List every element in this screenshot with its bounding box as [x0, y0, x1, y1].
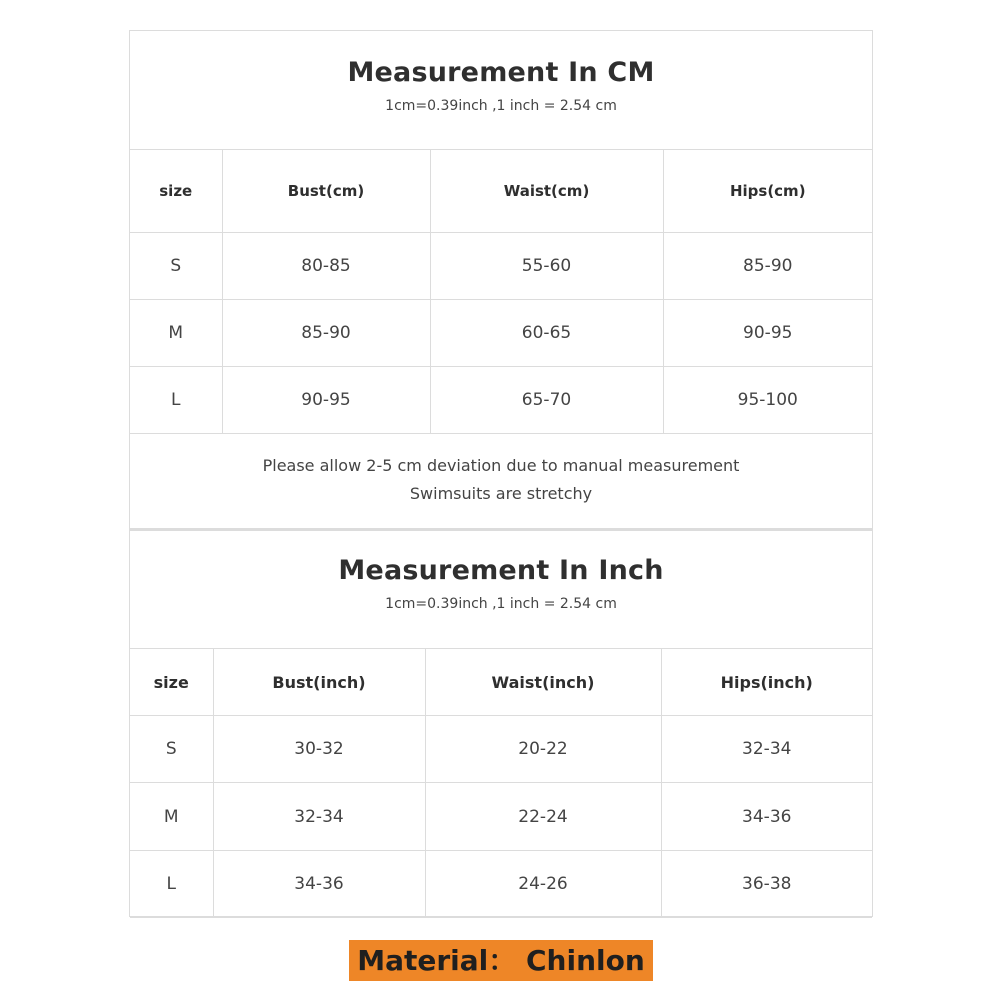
table-header-row — [130, 150, 872, 233]
header-bust: Bust(inch) — [213, 649, 425, 716]
cell-waist: 22-24 — [425, 783, 661, 851]
inch-conversion-note: 1cm=0.39inch ,1 inch = 2.54 cm — [385, 596, 617, 612]
cm-title: Measurement In CM — [347, 57, 655, 88]
cell-bust: 32-34 — [213, 783, 425, 851]
cell-bust: 80-85 — [222, 233, 430, 300]
cm-title-block — [130, 57, 872, 114]
measurement-note — [130, 452, 872, 508]
table-row — [130, 783, 872, 851]
header-hips: Hips(cm) — [663, 150, 872, 233]
table-header-row — [130, 649, 872, 716]
cell-hips: 95-100 — [663, 367, 872, 434]
cell-size: S — [130, 233, 222, 300]
cell-waist: 65-70 — [430, 367, 663, 434]
inch-title-block — [130, 555, 872, 612]
table-row — [130, 300, 872, 367]
header-waist: Waist(inch) — [425, 649, 661, 716]
stretch-note: Swimsuits are stretchy — [409, 484, 593, 503]
cm-size-chart — [129, 30, 873, 529]
header-waist: Waist(cm) — [430, 150, 663, 233]
cell-bust: 90-95 — [222, 367, 430, 434]
cell-size: M — [130, 300, 222, 367]
header-size: size — [130, 649, 213, 716]
table-row — [130, 716, 872, 783]
inch-title: Measurement In Inch — [338, 555, 664, 586]
cell-size: L — [130, 851, 213, 918]
table-row — [130, 367, 872, 434]
header-hips: Hips(inch) — [661, 649, 872, 716]
header-size: size — [130, 150, 222, 233]
deviation-note: Please allow 2-5 cm deviation due to manual measurement — [262, 456, 740, 475]
table-row — [130, 233, 872, 300]
cell-size: L — [130, 367, 222, 434]
inch-size-table — [130, 648, 872, 918]
inch-size-chart — [129, 529, 873, 917]
cell-hips: 32-34 — [661, 716, 872, 783]
table-row — [130, 851, 872, 918]
cell-bust: 30-32 — [213, 716, 425, 783]
cell-hips: 34-36 — [661, 783, 872, 851]
cell-size: S — [130, 716, 213, 783]
cell-waist: 20-22 — [425, 716, 661, 783]
cell-hips: 85-90 — [663, 233, 872, 300]
cell-waist: 60-65 — [430, 300, 663, 367]
cm-size-table — [130, 149, 872, 434]
cm-conversion-note: 1cm=0.39inch ,1 inch = 2.54 cm — [385, 98, 617, 114]
cell-waist: 55-60 — [430, 233, 663, 300]
header-bust: Bust(cm) — [222, 150, 430, 233]
cell-size: M — [130, 783, 213, 851]
material-label: Material： Chinlon — [349, 940, 653, 981]
cell-bust: 85-90 — [222, 300, 430, 367]
cell-waist: 24-26 — [425, 851, 661, 918]
cell-hips: 36-38 — [661, 851, 872, 918]
cell-hips: 90-95 — [663, 300, 872, 367]
cell-bust: 34-36 — [213, 851, 425, 918]
